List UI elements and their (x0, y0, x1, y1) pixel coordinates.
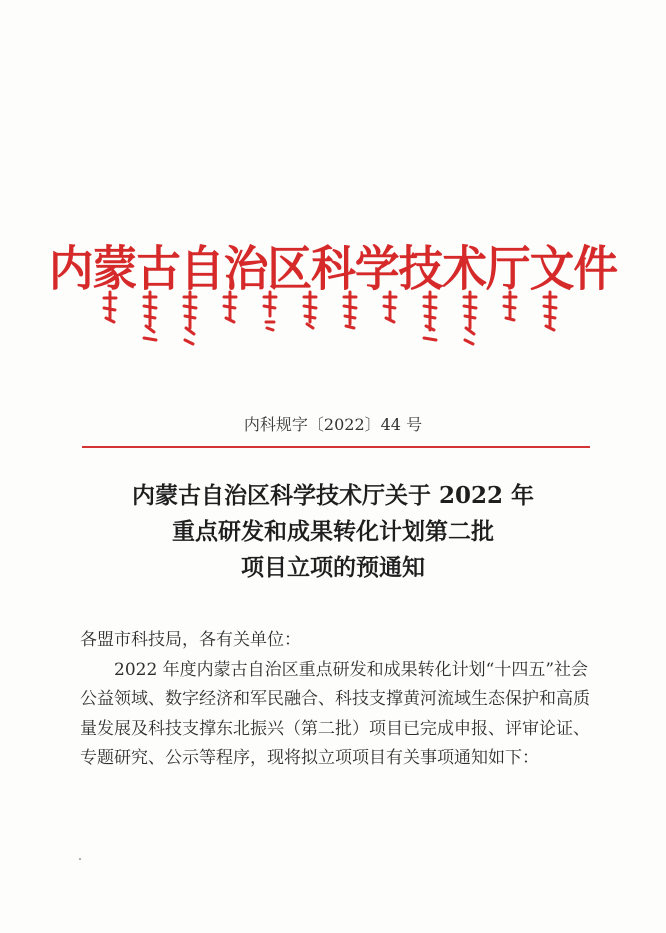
title-line: 项目立项的预通知 (241, 554, 425, 581)
scan-speck (79, 858, 81, 860)
mongolian-script-letterhead (90, 288, 570, 350)
salutation: 各盟市科技局，各有关单位： (80, 630, 301, 650)
document-title (0, 478, 666, 586)
document-number: 内科规字〔2022〕44 号 (243, 415, 423, 434)
body-paragraph: 2022 年度内蒙古自治区重点研发和成果转化计划“十四五”社会公益领域、数字经济和军民融合、科技支撑黄河流域生态保护和高质量发展及科技支撑东北振兴（第二批）项目已完成申报、评审论证、专题研究、公示等程序，现将拟立项项目有关事项通知如下： (80, 659, 590, 768)
title-line: 内蒙古自治区科学技术厅关于 2022 年 (131, 482, 535, 509)
red-separator-line (82, 446, 590, 448)
document-body (80, 626, 600, 774)
title-line: 重点研发和成果转化计划第二批 (172, 518, 494, 545)
letterhead-title: 内蒙古自治区科学技术厅文件 (48, 241, 618, 297)
